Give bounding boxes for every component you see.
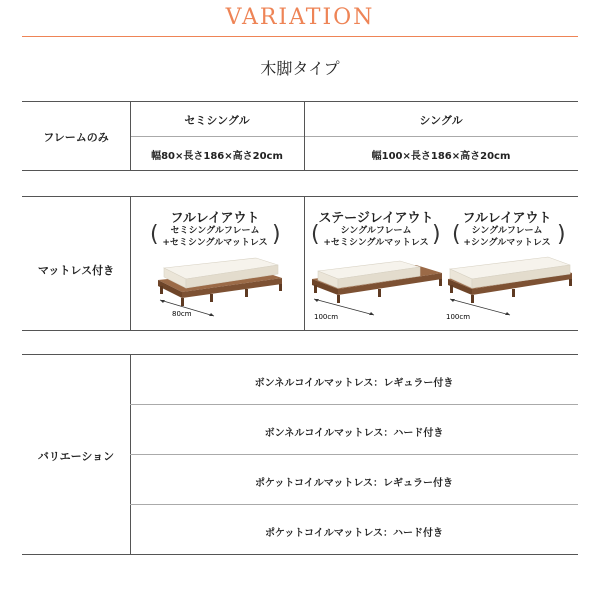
variation-item-4: ポケットコイルマットレス：ハード付き bbox=[264, 528, 444, 539]
bed-3-dimension: 100cm bbox=[446, 313, 471, 321]
frame-table-bottom-border bbox=[22, 170, 578, 171]
variation-table-bottom-border bbox=[22, 554, 578, 555]
frame-table-mid-border bbox=[130, 136, 578, 137]
layout-2-line2: +セミシングルマットレス bbox=[323, 238, 429, 248]
bed-illustration-single bbox=[444, 255, 578, 327]
variation-item-2: ボンネルコイルマットレス：ハード付き bbox=[264, 428, 444, 439]
mattress-row-label: マットレス付き bbox=[37, 264, 115, 277]
layout-1-line2: +セミシングルマットレス bbox=[162, 238, 268, 248]
variation-item-3: ポケットコイルマットレス：レギュラー付き bbox=[254, 478, 454, 489]
layout-3-left-paren: ( bbox=[452, 222, 461, 247]
layout-2-title: ステージレイアウト bbox=[318, 211, 434, 226]
layout-1-line1: セミシングルフレーム bbox=[170, 226, 260, 236]
mattress-table-bottom-border bbox=[22, 330, 578, 331]
frame-col-single-name: シングル bbox=[419, 114, 463, 127]
title-underline bbox=[22, 36, 578, 37]
bed-illustration-semi-single bbox=[150, 250, 290, 322]
variation-row-border-2 bbox=[130, 454, 578, 455]
page-title: VARIATION bbox=[225, 5, 375, 30]
variation-row-border-1 bbox=[130, 404, 578, 405]
bed-1-dimension: 80cm bbox=[172, 310, 192, 318]
mattress-table-divider-1 bbox=[130, 196, 131, 331]
layout-3-title: フルレイアウト bbox=[462, 211, 552, 226]
layout-1-title: フルレイアウト bbox=[170, 211, 260, 226]
mattress-table-divider-2 bbox=[304, 196, 305, 331]
frame-col-semi-single-size: 幅80×長さ186×高さ20cm bbox=[151, 151, 283, 162]
layout-3-line2: +シングルマットレス bbox=[463, 238, 551, 248]
variation-item-1: ボンネルコイルマットレス：レギュラー付き bbox=[254, 378, 454, 389]
bed-2-dimension: 100cm bbox=[314, 313, 339, 321]
layout-3-line1: シングルフレーム bbox=[471, 226, 543, 236]
layout-2-right-paren: ) bbox=[432, 222, 441, 247]
layout-2-left-paren: ( bbox=[311, 222, 320, 247]
layout-1-left-paren: ( bbox=[150, 222, 159, 247]
frame-col-semi-single-name: セミシングル bbox=[184, 114, 250, 127]
variation-table-top-border bbox=[22, 354, 578, 355]
frame-row-label: フレームのみ bbox=[43, 131, 109, 144]
variation-row-border-3 bbox=[130, 504, 578, 505]
variation-row-label: バリエーション bbox=[37, 450, 115, 463]
mattress-table-top-border bbox=[22, 196, 578, 197]
layout-1-right-paren: ) bbox=[272, 222, 281, 247]
frame-table-top-border bbox=[22, 101, 578, 102]
layout-2-line1: シングルフレーム bbox=[340, 226, 412, 236]
frame-col-single-size: 幅100×長さ186×高さ20cm bbox=[371, 151, 511, 162]
layout-3-right-paren: ) bbox=[557, 222, 566, 247]
page-subtitle: 木脚タイプ bbox=[260, 59, 340, 78]
bed-illustration-stage bbox=[308, 255, 448, 327]
